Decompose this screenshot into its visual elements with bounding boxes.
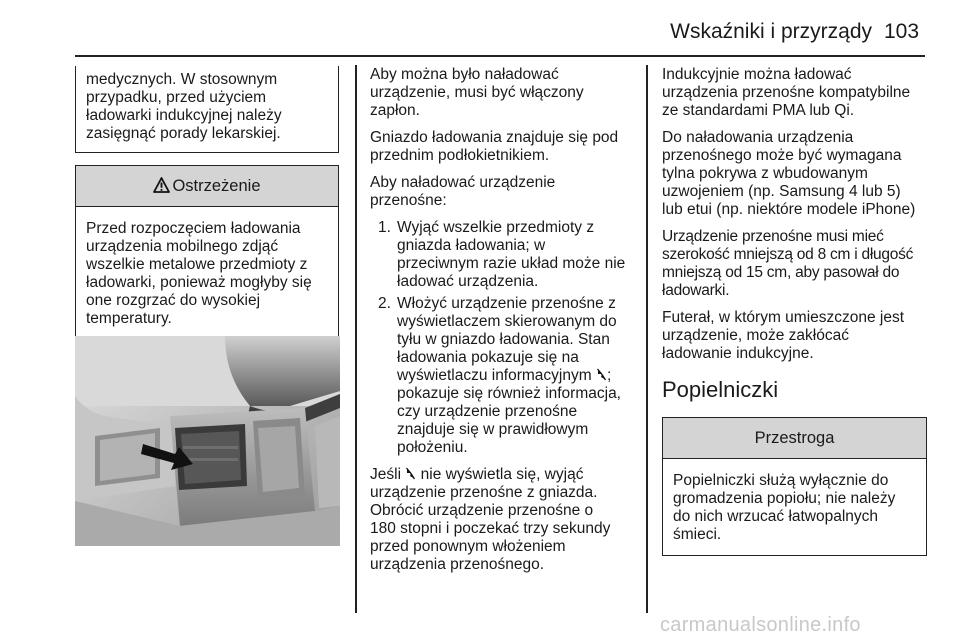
list-item [370, 219, 640, 291]
warning-title: Ostrzeżenie [172, 177, 261, 195]
text-line: urządzenie, musi być włączony [370, 84, 584, 101]
page-number: 103 [884, 20, 920, 43]
charging-indicator-icon [596, 367, 607, 384]
paragraph [370, 129, 640, 165]
text-line: wszelkie metalowe przedmioty z [86, 256, 308, 273]
paragraph [662, 66, 927, 120]
text-line: gniazda ładowania; w [397, 237, 546, 254]
section-heading: Popielniczki [662, 377, 779, 402]
text-line: Futerał, w którym umieszczone jest [662, 309, 905, 326]
text-line: mniejszą od 15 cm, aby pasował do [662, 264, 900, 281]
text-line: Włożyć urządzenie przenośne z [397, 295, 616, 312]
text-line: ładowarki, ponieważ mogłyby się [86, 274, 312, 291]
text-line: Gniazdo ładowania znajduje się pod [370, 129, 619, 146]
text-line: Do naładowania urządzenia [662, 129, 854, 146]
column-divider [355, 65, 357, 613]
text-line: Aby można było naładować [370, 66, 559, 83]
watermark: carmanualsonline.info [660, 614, 861, 636]
text-line: Popielniczki służą wyłącznie do [673, 472, 889, 489]
paragraph [662, 309, 927, 363]
warning-box-header [76, 166, 338, 207]
paragraph [370, 466, 640, 574]
column-1 [75, 66, 339, 340]
list-item [370, 295, 640, 457]
paragraph [370, 174, 640, 210]
text-line: wyświetlaczem skierowanym do [397, 313, 617, 330]
caution-title: Przestroga [754, 429, 835, 447]
text-fragment: Jeśli [370, 466, 406, 483]
text-line: przeciwnym razie układ może nie [397, 255, 626, 272]
text-line: tylna pokrywa z wbudowanym [662, 165, 868, 182]
text-line: uzwojeniem (np. Samsung 4 lub 5) [662, 183, 901, 200]
text-line: Przed rozpoczęciem ładowania [86, 220, 301, 237]
warning-body [76, 207, 338, 339]
warning-box [75, 165, 339, 340]
text-line: urządzenia mobilnego zdjąć [86, 238, 279, 255]
text-line: urządzenia przenośne kompatybilne [662, 84, 911, 101]
text-line: przypadku, przed użyciem [86, 89, 267, 106]
header-rule [75, 55, 925, 57]
step-number: 2. [378, 295, 391, 312]
text-fragment: ; [606, 367, 612, 384]
text-line: ładowanie indukcyjne. [662, 345, 814, 362]
text-line: zasięgnąć porady lekarskiej. [86, 125, 281, 142]
text-line: lub etui (np. niektóre modele iPhone) [662, 201, 916, 218]
step-number: 1. [378, 219, 391, 236]
text-line: pokazuje się również informacja, [397, 385, 621, 402]
text-line: przenośnego może być wymagana [662, 147, 902, 164]
text-line: ładować urządzenia. [397, 273, 539, 290]
paragraph [370, 66, 640, 120]
text-line: one rozgrzać do wysokiej [86, 292, 261, 309]
text-line: wyświetlaczu informacyjnym [397, 367, 596, 384]
text-line: gromadzenia popiołu; nie należy [673, 490, 896, 507]
text-line: urządzenia przenośnego. [370, 556, 545, 573]
caution-body [663, 459, 926, 555]
text-line: śmieci. [673, 526, 722, 543]
text-line: medycznych. W stosownym [86, 71, 278, 88]
text-line: temperatury. [86, 310, 172, 327]
text-line: ładowarki. [662, 282, 730, 299]
column-2 [370, 66, 640, 583]
text-fragment: nie wyświetla się, wyjąć [416, 466, 584, 483]
text-line: tyłu w gniazdo ładowania. Stan [397, 331, 610, 348]
running-title: Wskaźniki i przyrządy [670, 20, 872, 43]
text-line: do nich wrzucać łatwopalnych [673, 508, 879, 525]
charging-slot-photo [75, 336, 340, 546]
warning-triangle-icon [153, 168, 170, 208]
text-line: 180 stopni i poczekać trzy sekundy [370, 520, 611, 537]
text-line: przed ponownym włożeniem [370, 538, 566, 555]
text-line: szerokość mniejszą od 8 cm i długość [662, 246, 914, 263]
text-line: przenośne: [370, 192, 447, 209]
text-line: Indukcyjnie można ładować [662, 66, 852, 83]
text-line: ładowania pokazuje się na [397, 349, 579, 366]
text-line: urządzenie przenośne z gniazda. [370, 484, 598, 501]
continued-text-box [75, 66, 339, 153]
caution-box-header [663, 418, 926, 459]
text-line: ładowarki indukcyjnej należy [86, 107, 282, 124]
column-3 [662, 66, 927, 556]
text-line: czy urządzenie przenośne [397, 403, 578, 420]
text-line: ze standardami PMA lub Qi. [662, 102, 855, 119]
caution-box [662, 417, 927, 556]
charging-indicator-icon [405, 466, 416, 483]
text-line: Urządzenie przenośne musi mieć [662, 228, 884, 245]
text-line: znajduje się w prawidłowym [397, 421, 589, 438]
text-line: Obrócić urządzenie przenośne o [370, 502, 594, 519]
paragraph [662, 228, 927, 300]
text-line: urządzenie, może zakłócać [662, 327, 849, 344]
steps-list [370, 219, 640, 457]
text-line: Wyjąć wszelkie przedmioty z [397, 219, 595, 236]
text-line: Aby naładować urządzenie [370, 174, 556, 191]
text-line: przednim podłokietnikiem. [370, 147, 550, 164]
text-line: położeniu. [397, 439, 468, 456]
column-divider [646, 65, 648, 613]
paragraph [662, 129, 927, 219]
text-line: zapłon. [370, 102, 420, 119]
